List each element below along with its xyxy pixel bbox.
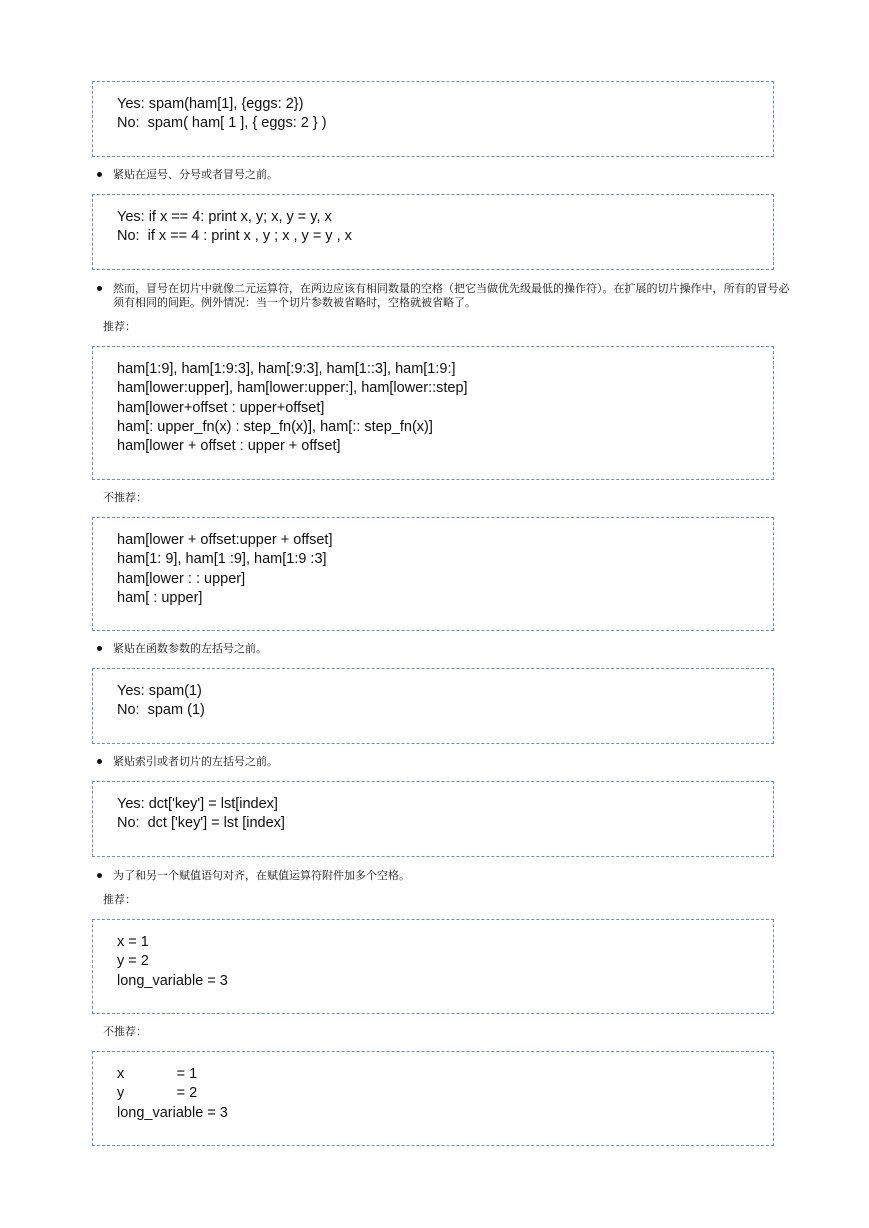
code-line: ham[lower : : upper] <box>117 570 246 587</box>
code-block-spam-brackets <box>92 81 774 157</box>
bullet-before-index-paren <box>97 755 797 769</box>
code-line: y = 2 <box>117 1085 198 1102</box>
code-block-slice-recommended <box>92 346 774 480</box>
code-block-spam-call <box>92 668 774 744</box>
code-block-if-print <box>92 194 774 270</box>
label-not-recommend: 不推荐： <box>103 491 147 504</box>
code-line: y = 2 <box>117 953 149 970</box>
bullet-text: 紧贴在逗号、分号或者冒号之前。 <box>113 168 278 181</box>
bullet-align-assign <box>97 869 797 883</box>
code-line-yes: Yes: spam(1) <box>117 683 202 699</box>
code-line: ham[lower:upper], ham[lower:upper:], ham[lower::step] <box>117 380 468 397</box>
bullet-text: 然而，冒号在切片中就像二元运算符，在两边应该有相同数量的空格（把它当做优先级最低的操作符）。在扩展的切片操作中，所有的冒号必须有相同的间距。例外情况：当一个切片参数被省略时，空格就被省略了。 <box>113 282 790 309</box>
bullet-dot-icon <box>97 873 102 878</box>
code-line: ham[lower+offset : upper+offset] <box>117 399 325 416</box>
bullet-dot-icon <box>97 172 102 177</box>
code-line-yes: Yes: spam(ham[1], {eggs: 2}) <box>117 96 304 112</box>
code-block-slice-not-recommended <box>92 517 774 631</box>
bullet-before-call-paren <box>97 642 797 656</box>
bullet-text: 紧贴在函数参数的左括号之前。 <box>113 642 267 655</box>
code-block-assign-recommended <box>92 919 774 1014</box>
code-line: long_variable = 3 <box>117 1104 228 1121</box>
code-line: long_variable = 3 <box>117 972 228 989</box>
code-line: ham[1: 9], ham[1 :9], ham[1:9 :3] <box>117 551 327 568</box>
bullet-dot-icon <box>97 646 102 651</box>
code-line-yes: Yes: if x == 4: print x, y; x, y = y, x <box>117 209 332 225</box>
code-line-no: No: dct ['key'] = lst [index] <box>117 815 285 832</box>
bullet-dot-icon <box>97 759 102 764</box>
code-line: ham[1:9], ham[1:9:3], ham[:9:3], ham[1::3], ham[1:9:] <box>117 361 456 377</box>
code-block-dict-index <box>92 781 774 857</box>
label-recommend: 推荐： <box>103 893 136 906</box>
bullet-slice-colon <box>97 282 797 310</box>
code-line-yes: Yes: dct['key'] = lst[index] <box>117 796 278 812</box>
code-line: x = 1 <box>117 934 149 950</box>
code-line: x = 1 <box>117 1066 198 1082</box>
code-line-no: No: if x == 4 : print x , y ; x , y = y , x <box>117 228 352 245</box>
code-line: ham[lower + offset:upper + offset] <box>117 532 333 548</box>
code-block-assign-not-recommended <box>92 1051 774 1146</box>
code-line-no: No: spam (1) <box>117 702 205 719</box>
bullet-before-comma <box>97 168 797 182</box>
bullet-dot-icon <box>97 286 102 291</box>
label-recommend: 推荐： <box>103 320 136 333</box>
label-not-recommend: 不推荐： <box>103 1025 147 1038</box>
code-line: ham[ : upper] <box>117 589 203 606</box>
bullet-text: 紧贴索引或者切片的左括号之前。 <box>113 755 278 768</box>
bullet-text: 为了和另一个赋值语句对齐，在赋值运算符附件加多个空格。 <box>113 869 410 882</box>
code-line: ham[lower + offset : upper + offset] <box>117 438 341 455</box>
code-line: ham[: upper_fn(x) : step_fn(x)], ham[:: step_fn(x)] <box>117 418 433 435</box>
code-line-no: No: spam( ham[ 1 ], { eggs: 2 } ) <box>117 115 327 132</box>
